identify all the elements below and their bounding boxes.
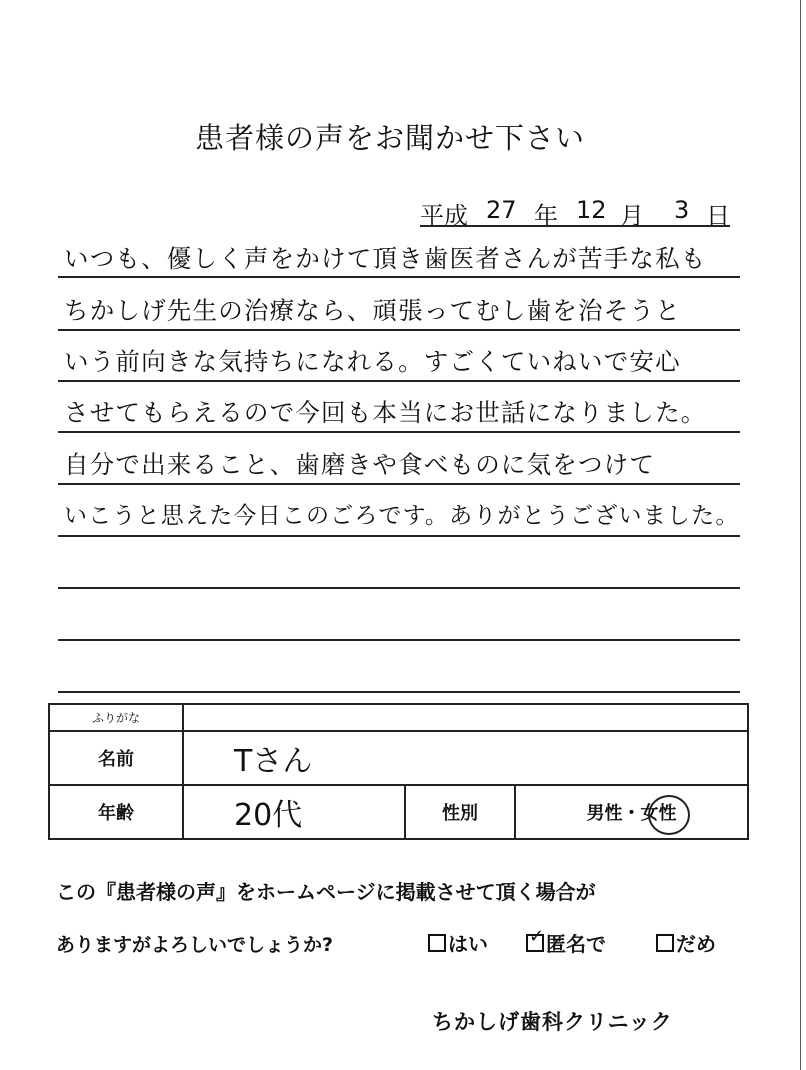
date-day: 3 (674, 196, 690, 224)
comment-line-3: いう前向きな気持ちになれる。すごくていねいで安心 (64, 347, 681, 376)
comment-line-6: いこうと思えた今日このごろです。ありがとうございました。 (64, 503, 740, 529)
ruled-line (58, 535, 740, 537)
ruled-line (58, 639, 740, 641)
age-field[interactable]: 20代 (183, 785, 405, 839)
ruled-line (58, 380, 740, 382)
furigana-field[interactable] (183, 704, 748, 731)
checkbox-no[interactable] (656, 934, 674, 952)
option-anonymous[interactable] (526, 928, 606, 957)
ruled-line (58, 329, 740, 331)
gender-selection-circle (648, 795, 690, 835)
comment-line-4: させてもらえるので今回も本当にお世話になりました。 (64, 398, 707, 427)
furigana-label: ふりがな (49, 704, 183, 731)
ruled-line (58, 587, 740, 589)
checkbox-anonymous[interactable] (526, 926, 545, 952)
date-month: 12 (576, 196, 607, 224)
date-month-unit: 月 (620, 202, 644, 230)
comment-line-2: ちかしげ先生の治療なら、頑張ってむし歯を治そうと (64, 296, 681, 325)
check-mark-icon: ✓ (529, 926, 545, 947)
ruled-line (58, 483, 740, 485)
consent-question-line2: ありますがよろしいでしょうか? (56, 934, 334, 956)
name-row (49, 731, 748, 785)
furigana-row (49, 704, 748, 731)
option-yes[interactable] (428, 928, 488, 957)
date-day-unit: 日 (706, 202, 730, 230)
date-field (420, 196, 730, 230)
option-no-label: だめ (676, 932, 716, 956)
option-yes-label: はい (448, 932, 488, 956)
gender-options[interactable]: 男性・女性 (515, 785, 748, 839)
consent-question-line1: この『患者様の声』をホームページに掲載させて頂く場合が (56, 880, 596, 904)
age-gender-row (49, 785, 748, 839)
checkbox-yes[interactable] (428, 934, 446, 952)
date-underline (420, 225, 730, 227)
patient-info-table (48, 703, 749, 840)
comment-line-1: いつも、優しく声をかけて頂き歯医者さんが苦手な私も (64, 244, 707, 273)
form-title: 患者様の声をお聞かせ下さい (194, 121, 585, 155)
age-label: 年齢 (49, 785, 183, 839)
date-era: 平成 (420, 202, 468, 230)
page-edge (800, 0, 801, 1070)
option-anonymous-label: 匿名で (546, 932, 606, 956)
clinic-name: ちかしげ歯科クリニック (432, 1010, 673, 1034)
date-year: 27 (486, 196, 517, 224)
name-label: 名前 (49, 731, 183, 785)
name-field[interactable]: Tさん (183, 731, 748, 785)
ruled-line (58, 431, 740, 433)
ruled-line (58, 276, 740, 278)
date-year-unit: 年 (534, 202, 558, 230)
gender-label: 性別 (405, 785, 515, 839)
ruled-line (58, 691, 740, 693)
comment-line-5: 自分で出来ること、歯磨きや食べものに気をつけて (64, 450, 656, 479)
option-no[interactable] (656, 928, 716, 957)
